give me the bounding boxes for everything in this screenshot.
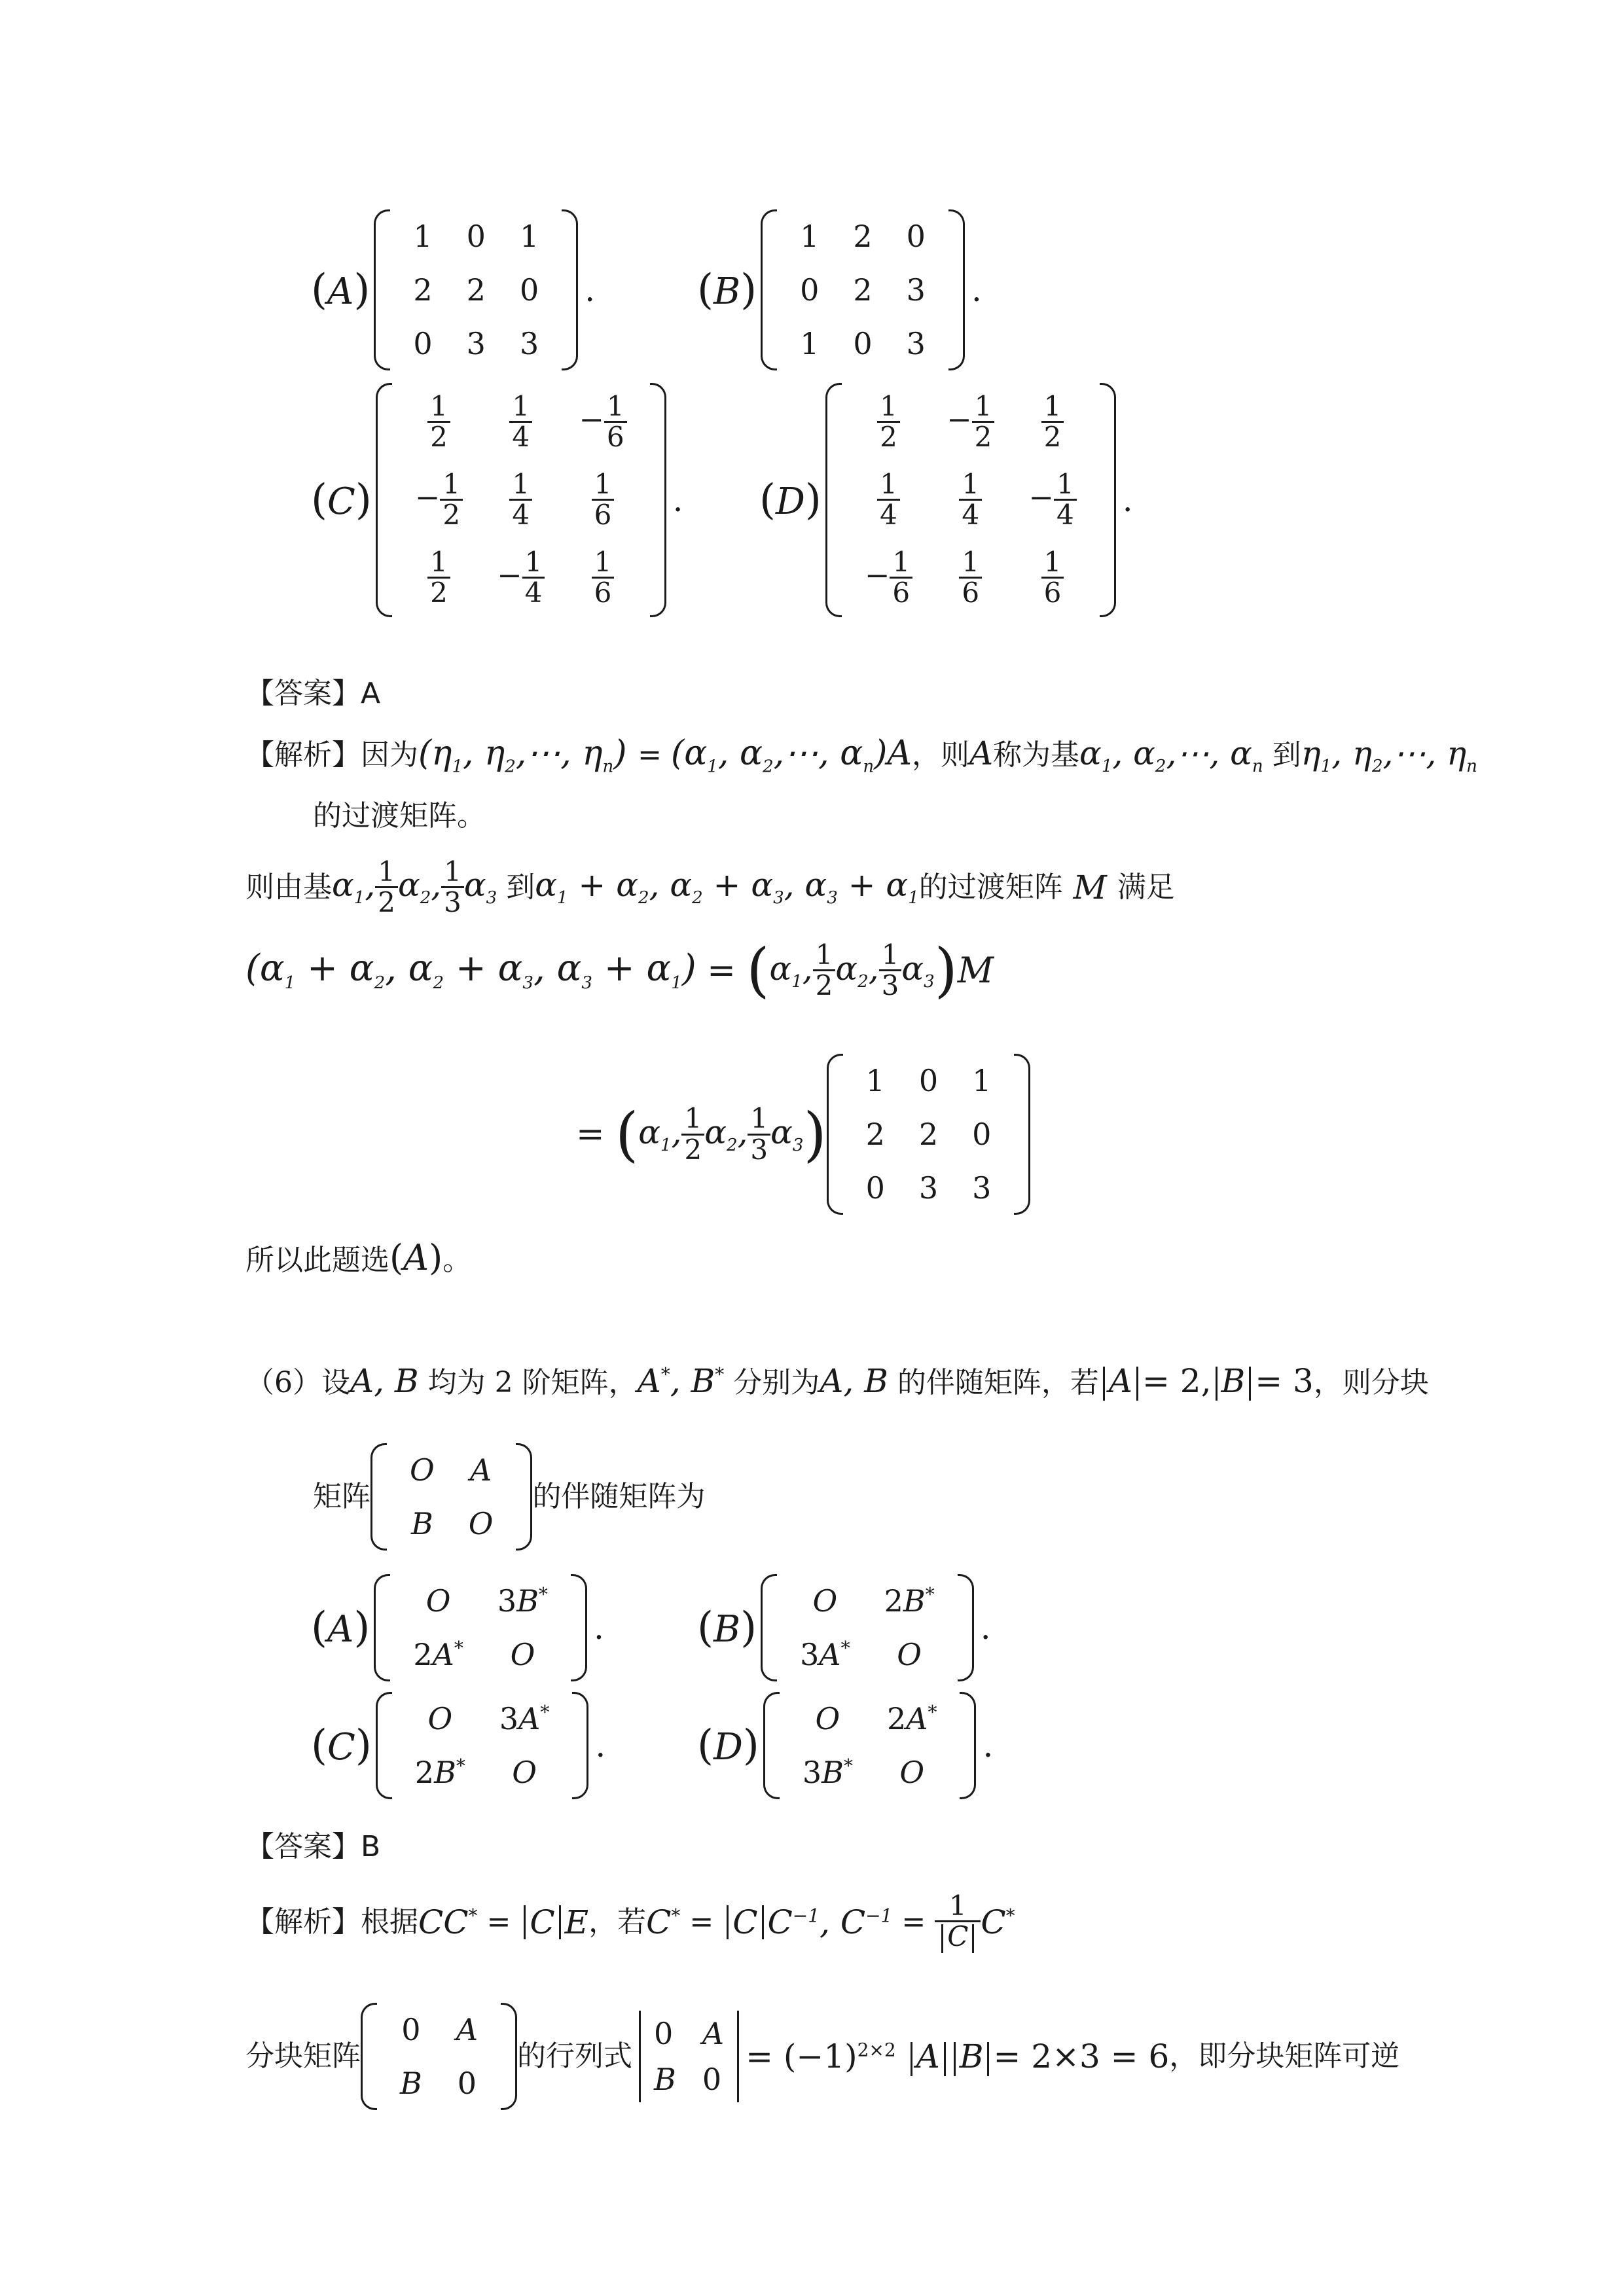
option-a-matrix-row <box>396 209 556 263</box>
q6-stem-line1: （6）设A, B 均为 2 阶矩阵，A*, B* 分别为A, B 的伴随矩阵，若 A = 2, B = 3，则分块 <box>245 1362 1429 1400</box>
option-b: (B) 1 2 0 0 2 3 1 0 3 . <box>697 209 982 370</box>
option-a-matrix-cell: 2 <box>413 272 433 308</box>
q5-conclusion: 所以此题选(A)。 <box>245 1237 472 1278</box>
block-matrix-2: 0 A B 0 <box>361 2003 517 2110</box>
option-a-matrix-cell: 1 <box>519 219 539 254</box>
option-b-matrix-row <box>783 209 943 263</box>
q6-answer: 【答案】B <box>245 1830 381 1863</box>
option-a-matrix <box>374 209 578 370</box>
q6-analysis-line1: 【解析】 根据 CC* = C E ，若 C* = C $C^{-1}$, $C^{-1}$ = $\frac{1}{C}$ C* <box>245 1890 1015 1953</box>
q6-option-b: (B) O 2B* 3A* O . <box>697 1574 991 1681</box>
option-a-matrix-cell: 3 <box>519 326 539 361</box>
q5-equation2: = ( $\alpha_1$, $\frac{1}{2}$ $\alpha_2$, $\frac{1}{3}$ $\alpha_3$ ) 1 0 1 2 2 0 0 3 3 <box>576 1054 1030 1215</box>
q5-answer <box>245 679 380 708</box>
q6-stem-line2: 矩阵 O A B O 的伴随矩阵为 <box>313 1443 705 1551</box>
q5-then-line: 则由基 $\alpha_1$, $\frac{1}{2}$ $\alpha_2$, $\frac{1}{3}$ $\alpha_3$ 到 $\alpha_1 + \alpha_2$, $\alpha_2 + \alpha_3$, $\alpha_3 + \alpha_1$ 的过渡矩阵 M 满足 <box>245 855 1175 919</box>
option-b-matrix-cell: 0 <box>800 272 820 308</box>
option-a-matrix-row <box>396 263 556 317</box>
q5-equation1: ($\alpha_1 + \alpha_2$, $\alpha_2 + \alpha_3$, $\alpha_3 + \alpha_1$) = ( $\alpha_1$, $\frac{1}{2}$ $\alpha_2$, $\frac{1}{3}$ $\alpha_3$ ) M <box>245 936 994 1005</box>
option-d: (D) $\frac{1}{2}$ − $\frac{1}{2}$ $\frac{1}{2}$ $\frac{1}{4}$ $\frac{1}{4}$ − $\frac{1}{4}$ − $\frac{1}{6}$ $\frac{1}{6}$ $\frac{1}{6}$ . <box>759 383 1133 617</box>
option-b-matrix-cell: 2 <box>853 219 873 254</box>
result-matrix-row <box>849 1107 1009 1161</box>
q6-analysis-line2: 分块矩阵 0 A B 0 的行列式 0 A B 0 = $(-1)^{2\times 2}$ A B = 2×3 = 6 ，即分块矩阵可逆 <box>245 2003 1399 2110</box>
option-b-matrix <box>761 209 965 370</box>
option-c: (C) $\frac{1}{2}$ $\frac{1}{4}$ − $\frac{1}{6}$ − $\frac{1}{2}$ $\frac{1}{4}$ $\frac{1}{6}$ $\frac{1}{2}$ − $\frac{1}{4}$ $\frac{1}{6}$ . <box>311 383 683 617</box>
option-a-matrix-cell: 0 <box>519 272 539 308</box>
option-b-matrix-cell: 3 <box>906 326 926 361</box>
answer-value: A <box>361 677 381 710</box>
option-b-matrix-row <box>783 317 943 370</box>
option-a-matrix-row <box>396 317 556 370</box>
block-matrix: O A B O <box>370 1443 532 1551</box>
result-matrix-cell: 0 <box>865 1170 885 1206</box>
q5-analysis-line2: 的过渡矩阵。 <box>313 799 486 833</box>
option-b-matrix-cell: 3 <box>906 272 926 308</box>
option-b-matrix-cell: 1 <box>800 219 820 254</box>
option-a-matrix-cell: 1 <box>413 219 433 254</box>
q5-analysis-line1: 【解析】因为($\eta_1$, $\eta_2,\cdots$, $\eta_n) = (\alpha_1$, $\alpha_2,\cdots$, $\alpha_n)A$，则A称为基$\alpha_1$, $\alpha_2,\cdots$, $\alpha_n$ 到$\eta_1$, $\eta_2,\cdots$, $\eta_n$ <box>245 734 1477 777</box>
result-matrix-cell: 3 <box>918 1170 939 1206</box>
option-b-matrix-cell: 0 <box>906 219 926 254</box>
result-matrix-cell: 2 <box>918 1117 939 1152</box>
option-b-matrix-cell: 0 <box>853 326 873 361</box>
result-matrix-cell: 0 <box>972 1117 992 1152</box>
result-matrix-row <box>849 1054 1009 1107</box>
option-a-matrix-cell: 2 <box>466 272 486 308</box>
option-b-matrix-cell: 1 <box>800 326 820 361</box>
result-matrix <box>827 1054 1031 1215</box>
result-matrix-cell: 1 <box>865 1063 885 1098</box>
answer-tag: 【答案】 <box>245 677 361 710</box>
option-b-matrix-row <box>783 263 943 317</box>
option-c-matrix: $\frac{1}{2}$ $\frac{1}{4}$ − $\frac{1}{6}$ − $\frac{1}{2}$ $\frac{1}{4}$ $\frac{1}{6}$ $\frac{1}{2}$ − $\frac{1}{4}$ $\frac{1}{6}$ <box>376 383 666 617</box>
option-c-label: (C) <box>311 475 372 524</box>
result-matrix-row <box>849 1161 1009 1215</box>
option-a-label: (A) <box>311 266 370 314</box>
q6-option-d: (D) O 2A* 3B* O . <box>697 1692 993 1799</box>
option-a-matrix-cell: 0 <box>413 326 433 361</box>
result-matrix-cell: 1 <box>972 1063 992 1098</box>
option-a-matrix-cell: 3 <box>466 326 486 361</box>
result-matrix-cell: 0 <box>918 1063 939 1098</box>
q6-option-c: (C) O 3A* 2B* O . <box>311 1692 605 1799</box>
option-d-matrix: $\frac{1}{2}$ − $\frac{1}{2}$ $\frac{1}{2}$ $\frac{1}{4}$ $\frac{1}{4}$ − $\frac{1}{4}$ − $\frac{1}{6}$ $\frac{1}{6}$ $\frac{1}{6}$ <box>825 383 1116 617</box>
option-a: (A) 1 0 1 2 2 0 0 3 3 . <box>311 209 595 370</box>
option-a-matrix-cell: 0 <box>466 219 486 254</box>
option-b-label: (B) <box>697 266 757 314</box>
option-d-label: (D) <box>759 475 821 524</box>
result-matrix-cell: 3 <box>972 1170 992 1206</box>
q6-option-a: (A) O 3B* 2A* O . <box>311 1574 604 1681</box>
option-b-matrix-cell: 2 <box>853 272 873 308</box>
result-matrix-cell: 2 <box>865 1117 885 1152</box>
